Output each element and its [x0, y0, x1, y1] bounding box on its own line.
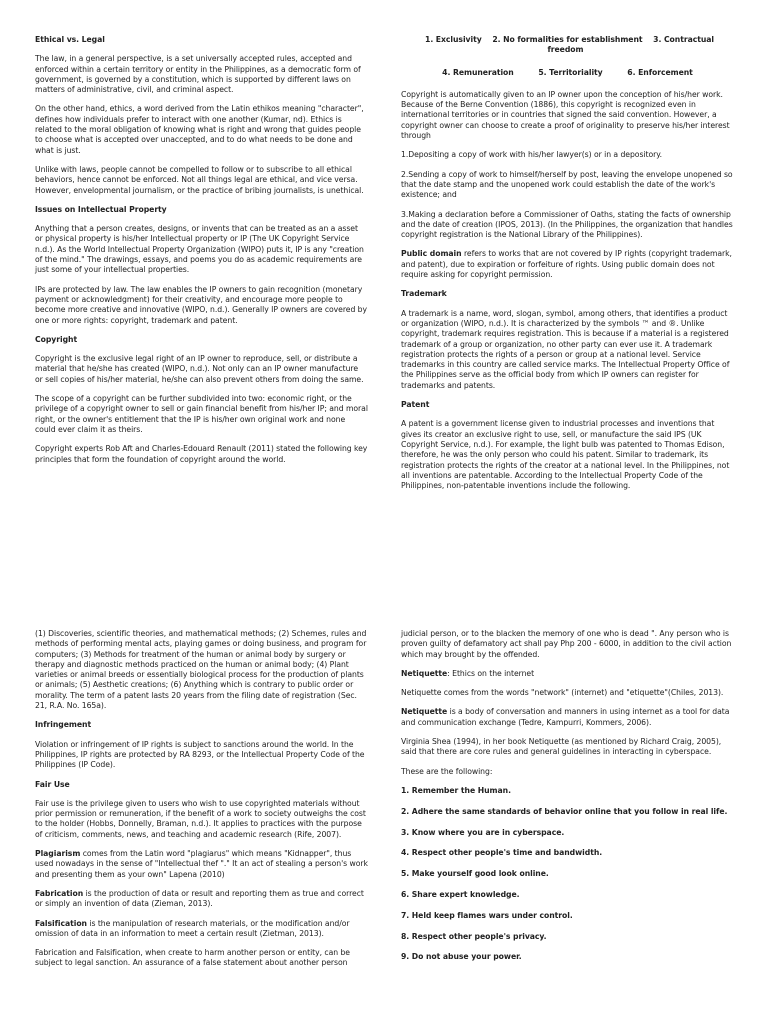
section-heading: Fair Use — [35, 779, 70, 789]
column-bottom-left — [35, 629, 368, 978]
paragraph: Virginia Shea (1994), in her book Netiquette (as mentioned by Richard Craig, 2005), said that there are core rules and general guidelines in interacting in cyberspace. — [401, 737, 722, 757]
section-heading: Patent — [401, 400, 430, 410]
paragraph: IPs are protected by law. The law enables the IP owners to gain recognition (monetary payment or acknowledgment) for their creativity, and encourage more people to become more creative and innovative (WIPO, n.d.). Generally IP owners are covered by one or more rights: copyright, trademark and patent. — [35, 284, 368, 325]
netiquette-rule: 1. Remember the Human. — [401, 785, 511, 795]
column-top-right — [401, 35, 734, 500]
paragraph: Plagiarism comes from the Latin word "plagiarus" which means "Kidnapper", thus used nowadays in the sense of "Intellectual thef "." It an act of stealing a person's work and presenting them as your own" Lapena (2010) — [35, 849, 368, 879]
paragraph: Copyright is automatically given to an IP owner upon the conception of his/her work. Because of the Berne Convention (1886), this copyright is recognized even in international territories or in countries that signed the said convention. However, a copyright owner can choose to create a proof of originality to preserve his/her interest through — [401, 89, 730, 141]
paragraph: 1.Depositing a copy of work with his/her lawyer(s) or in a depository. — [401, 150, 663, 160]
paragraph: Fabrication and Falsification, when create to harm another person or entity, can be subject to legal sanction. An assurance of a false statement about another person — [35, 948, 350, 968]
paragraph: Copyright is the exclusive legal right of an IP owner to reproduce, sell, or distribute a material that he/she has created (WIPO, n.d.). Not only can an IP owner manufacture or sell copies of his/her material, he/she can also prevent others from doing the same. — [35, 354, 364, 384]
netiquette-rule: 5. Make yourself good look online. — [401, 869, 549, 879]
paragraph: Falsification is the manipulation of research materials, or the modification and/or omission of data in an information to meet a certain result (Zietman, 2013). — [35, 918, 350, 938]
paragraph: The scope of a copyright can be further subdivided into two: economic right, or the privilege of a copyright owner to sell or gain financial benefit from his/her IP; and moral right, or the owner's entitlement that the IP is his/her own original work and none could ever claim it as theirs. — [35, 394, 368, 434]
section-heading: Copyright — [35, 334, 78, 344]
netiquette-rule: 7. Held keep flames wars under control. — [401, 910, 573, 920]
principle: 4. Remuneration — [442, 67, 514, 77]
paragraph: 2.Sending a copy of work to himself/herself by post, leaving the envelope unopened so that the date stamp and the unopened work could establish the date of the work's existence; and — [401, 169, 733, 200]
paragraph: 3.Making a declaration before a Commissioner of Oaths, stating the facts of ownership and the date of creation (IPOS, 2013). (In the Philippines, the organization that handles copyright registration is the National Library of the Philippines). — [401, 209, 733, 240]
paragraph: Anything that a person creates, designs, or invents that can be treated as an a asset or physical property is his/her Intellectual property or IP (The UK Copyright Service n.d.). As the World Intellectual Property Organization (WIPO) puts it, IP is any "creation of the mind." The drawings, essays, and poems you do as academic requirements are just some of your intellectual properties. — [35, 224, 364, 275]
principle: 6. Enforcement — [627, 67, 693, 77]
netiquette-rule: 6. Share expert knowledge. — [401, 889, 520, 899]
principle: 3. Contractual freedom — [547, 35, 714, 55]
paragraph: Fabrication is the production of data or result and reporting them as true and correct or simply an invention of data (Zieman, 2013). — [35, 888, 364, 909]
netiquette-rule: 2. Adhere the same standards of behavior online that you follow in real life. — [401, 806, 728, 816]
paragraph: On the other hand, ethics, a word derived from the Latin ethikos meaning "character", defines how individuals prefer to interact with one another (Kumar, nd). Ethics is related to the moral obligation of knowing what is right and wrong that guides people to choose what is accepted over unaccepted, and to do what needs to be done and what is just. — [35, 104, 364, 155]
paragraph: The law, in a general perspective, is a set universally accepted rules, accepted and enforced within a certain territory or entity in the Philippines, as a democratic form of government, is governed by a constitution, which is supported by different laws on matters of administrative, civil, and criminal aspect. — [35, 54, 361, 95]
paragraph: Netiquette is a body of conversation and manners in using internet as a tool for data and communication exchange (Tedre, Kampurri, Kommers, 2006). — [401, 707, 730, 727]
paragraph: Copyright experts Rob Aft and Charles-Edouard Renault (2011) stated the following key principles that form the foundation of copyright around the world. — [35, 444, 368, 464]
principles-row — [401, 35, 734, 56]
paragraph: Fair use is the privilege given to users who wish to use copyrighted materials without prior permission or remuneration, if the benefit of a work to society outweighs the cost to the holder (Hobbs, Donnelly, Braman, n.d.). It applies to practices with the purpose of criticism, comments, news, and teaching and academic research (Rife, 2007). — [35, 798, 366, 839]
principle: 1. Exclusivity — [425, 35, 482, 44]
paragraph: Netiquette: Ethics on the internet — [401, 668, 535, 678]
section-heading: Issues on Intellectual Property — [35, 204, 167, 214]
netiquette-rule: 9. Do not abuse your power. — [401, 952, 522, 962]
paragraph: These are the following: — [401, 766, 493, 776]
paragraph: Violation or infringement of IP rights is subject to sanctions around the world. In the Philippines, IP rights are protected by RA 8293, or the Intellectual Property Code of the Philippines (IP Code). — [35, 739, 365, 770]
paragraph: A patent is a government license given to industrial processes and inventions that gives its creator an exclusive right to use, sell, or manufacture the said IPS (UK Copyright Service, n.d.). For example, the light bulb was patented to Thomas Edison, therefore, he was the only person who could his patent. Similar to trademark, its registration protects the rights of the creator at a national level. In the Philippines, not all inventions are patentable. According to the Intellectual Property Code of the Philippines, non-patentable inventions include the following. — [401, 419, 730, 491]
section-heading: Infringement — [35, 720, 92, 730]
principles-row — [401, 68, 734, 78]
principle: 2. No formalities for establishment — [492, 35, 643, 44]
paragraph: Public domain refers to works that are not covered by IP rights (copyright trademark, and patent), due to expiration or forfeiture of rights. Using public domain does not require asking for copyright permission. — [401, 249, 732, 280]
column-bottom-right — [401, 629, 734, 973]
netiquette-rule: 3. Know where you are in cyberspace. — [401, 827, 565, 837]
netiquette-rule: 4. Respect other people's time and bandwidth. — [401, 848, 603, 858]
paragraph: (1) Discoveries, scientific theories, and mathematical methods; (2) Schemes, rules and methods of performing mental acts, playing games or doing business, and program for computers; (3) Methods for treatment of the human or animal body by surgery or therapy and diagnostic methods practiced on the human or animal body; (4) Plant varieties or animal breeds or essentially biological process for the production of plants or animals; (5) Aesthetic creations; (6) Anything which is contrary to public order or morality. The term of a patent lasts 20 years from the filing date of registration (Sec. 21, R.A. No. 165a). — [35, 629, 367, 711]
paragraph: Unlike with laws, people cannot be compelled to follow or to subscribe to all ethical behaviors, hence cannot be enforced. Not all things legal are ethical, and vice versa. However, envelopmental journalism, or the practice of bribing journalists, is unethical. — [35, 164, 364, 195]
column-top-left — [35, 35, 368, 474]
netiquette-rule: 8. Respect other people's privacy. — [401, 931, 547, 941]
principle: 5. Territoriality — [538, 67, 603, 77]
paragraph: A trademark is a name, word, slogan, symbol, among others, that identifies a product or organization (WIPO, n.d.). It is characterized by the symbols ™ and ®. Unlike copyright, trademark requires registration. This is because if a material is a registered trademark of a group or organization, no other party can ever use it. A trademark registration protects the rights of a person or group at a national level. Service trademarks in this country are called service marks. The Intellectual Property Office of the Philippines serve as the official body from which IP owners can register for trademarks and patents. — [401, 308, 730, 390]
paragraph: Netiquette comes from the words "network" (internet) and "etiquette"(Chiles, 2013). — [401, 688, 724, 698]
section-heading: Trademark — [401, 289, 447, 299]
paragraph: judicial person, or to the blacken the memory of one who is dead ". Any person who is proven guilty of defamatory act shall pay Php 200 - 6000, in addition to the civil action which may brought by the offended. — [401, 629, 732, 659]
section-heading: Ethical vs. Legal — [35, 35, 105, 44]
